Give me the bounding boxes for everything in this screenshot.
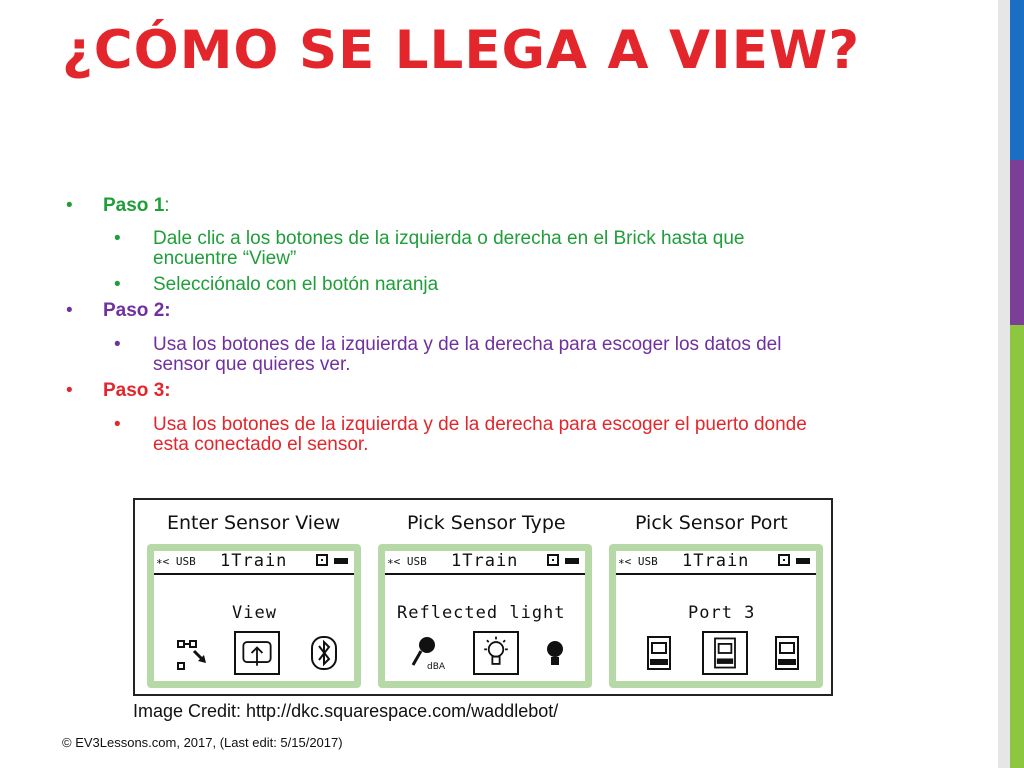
bullet-label: Paso 1 (103, 195, 165, 216)
bluetooth-usb-status: ∗< USB (156, 555, 196, 568)
sub-bullet-text: Usa los botones de la izquierda y de la derecha para escoger el puerto donde (153, 414, 807, 435)
bullet-paso-1 (103, 196, 170, 216)
sub-bullet-dot: • (114, 228, 121, 249)
db-sensor-icon (407, 631, 447, 675)
bullet-dot: • (66, 380, 73, 401)
battery-icon (565, 558, 579, 564)
screen-display (154, 551, 354, 681)
sub-bullet-text: Usa los botones de la izquierda y de la derecha para escoger los datos del (153, 334, 782, 355)
sub-bullet-dot: • (114, 334, 121, 355)
bullet-paso-3: Paso 3: (103, 380, 171, 401)
svg-text:dBA: dBA (427, 662, 446, 672)
battery-icon (796, 558, 810, 564)
brick-name: 1Train (682, 551, 750, 571)
stripe-gray (998, 0, 1010, 768)
sub-bullet-text: Selecciónalo con el botón naranja (153, 274, 439, 295)
screen-label: Port 3 (688, 603, 756, 623)
brick-icon (638, 631, 678, 675)
ev3-screen-2 (378, 544, 592, 688)
upload-icon (234, 631, 280, 675)
slide-title: ¿CÓMO SE LLEGA A VIEW? (62, 20, 861, 81)
bluetooth-icon (304, 631, 344, 675)
sub-bullet-dot: • (114, 274, 121, 295)
sub-bullet-dot: • (114, 414, 121, 435)
panel-title: Pick Sensor Type (407, 512, 566, 534)
bullet-dot: • (66, 195, 73, 216)
stripe-purple (1010, 160, 1024, 325)
brick-name: 1Train (220, 551, 288, 571)
target-icon (316, 554, 328, 566)
status-bar (154, 551, 354, 575)
brick-icon (766, 631, 806, 675)
status-bar (616, 551, 816, 575)
ev3-screen-3 (609, 544, 823, 688)
footer-copyright: © EV3Lessons.com, 2017, (Last edit: 5/15/2017) (62, 735, 343, 750)
brick-icon (702, 631, 748, 675)
battery-icon (334, 558, 348, 564)
screen-display (616, 551, 816, 681)
bullet-paso-2: Paso 2: (103, 300, 171, 321)
stripe-blue (1010, 0, 1024, 160)
screen-display (385, 551, 585, 681)
ev3-screens-figure (133, 498, 833, 696)
panel-title: Pick Sensor Port (635, 512, 788, 534)
target-icon (778, 554, 790, 566)
bluetooth-usb-status: ∗< USB (618, 555, 658, 568)
accent-stripe (998, 0, 1024, 768)
target-icon (547, 554, 559, 566)
connection-icon (174, 631, 214, 675)
status-bar (385, 551, 585, 575)
panel-title: Enter Sensor View (167, 512, 341, 534)
screen-label: Reflected light (397, 603, 566, 623)
ev3-screen-1 (147, 544, 361, 688)
screen-label: View (232, 603, 277, 623)
image-credit: Image Credit: http://dkc.squarespace.com/waddlebot/ (133, 701, 559, 721)
bullet-dot: • (66, 300, 73, 321)
sub-bullet-text: encuentre “View” (153, 248, 297, 269)
lightbulb-on-icon (473, 631, 519, 675)
stripe-green (1010, 325, 1024, 768)
sub-bullet-text: sensor que quieres ver. (153, 354, 351, 375)
sub-bullet-text: Dale clic a los botones de la izquierda o derecha en el Brick hasta que (153, 228, 745, 249)
bluetooth-usb-status: ∗< USB (387, 555, 427, 568)
sub-bullet-text: esta conectado el sensor. (153, 434, 369, 455)
bullet-suffix: : (164, 195, 170, 216)
brick-name: 1Train (451, 551, 519, 571)
lightbulb-off-icon (535, 631, 575, 675)
